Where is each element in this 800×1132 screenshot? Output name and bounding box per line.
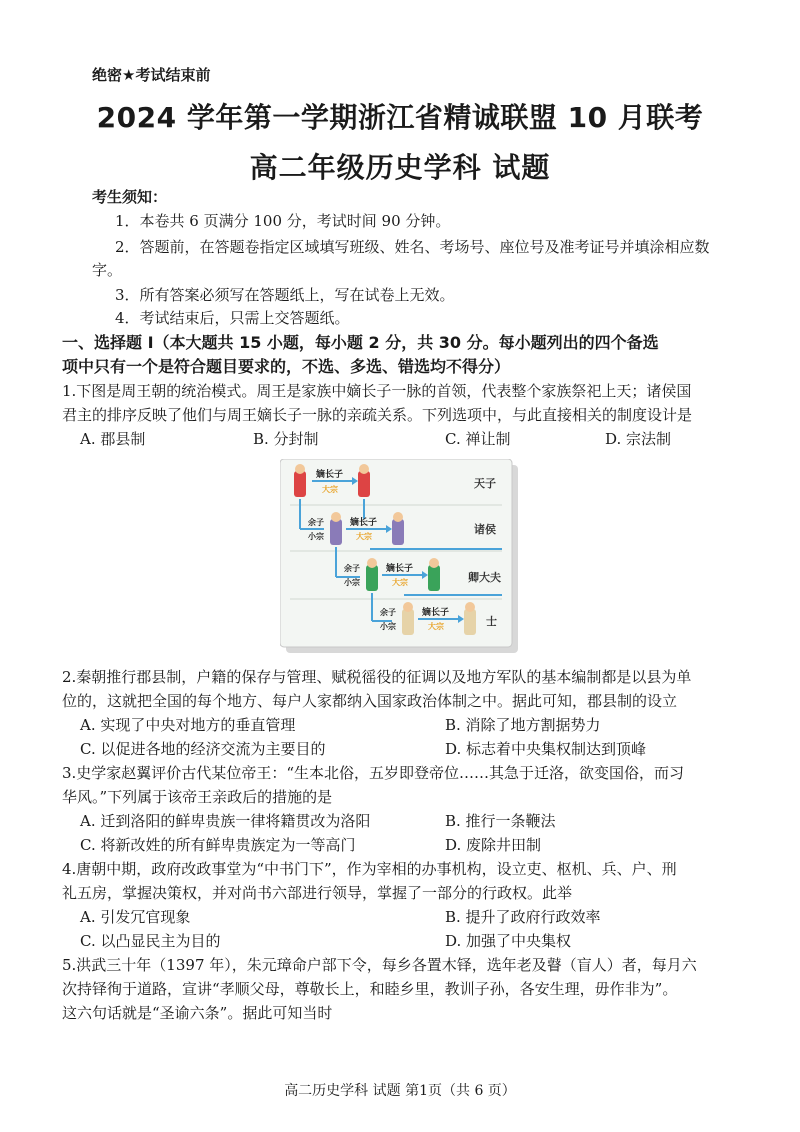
figure-icon xyxy=(464,609,476,635)
figure-head-icon xyxy=(429,558,439,568)
section-heading-line1: 一、选择题 I（本大题共 15 小题，每小题 2 分，共 30 分。每小题列出的四个备选 xyxy=(62,333,659,352)
q3-option-a: A. 迁到洛阳的鲜卑贵族一律将籍贯改为洛阳 xyxy=(80,812,371,830)
figure-head-icon xyxy=(295,464,305,474)
q3-stem-line2: 华风。”下列属于该帝王亲政后的措施的是 xyxy=(62,788,333,806)
q2-option-b: B. 消除了地方割据势力 xyxy=(445,716,601,734)
lineage-svg xyxy=(280,459,520,655)
figure-head-icon xyxy=(393,512,403,522)
q4-option-c: C. 以凸显民主为目的 xyxy=(80,932,221,950)
label-dazong: 大宗 xyxy=(356,532,372,541)
figure-icon xyxy=(402,609,414,635)
confidential-mark: 绝密★考试结束前 xyxy=(92,66,211,84)
label-eldest: 嫡长子 xyxy=(350,518,378,528)
q5-stem-line2: 次持铎徇于道路，宣讲“孝顺父母，尊敬长上，和睦乡里，教训子孙，各安生理，毋作非为”。 xyxy=(62,980,678,998)
label-dazong: 大宗 xyxy=(428,622,444,631)
label-yuzi: 余子 xyxy=(344,564,360,573)
q3-stem-line1: 3.史学家赵翼评价古代某位帝王：“生本北俗，五岁即登帝位……其急于迁洛，欲变国俗，而习 xyxy=(62,764,684,782)
label-yuzi: 余子 xyxy=(308,518,324,527)
notice-item-1: 1．本卷共 6 页满分 100 分，考试时间 90 分钟。 xyxy=(115,212,451,230)
label-eldest: 嫡长子 xyxy=(386,564,414,574)
q4-stem-line2: 礼五房，掌握决策权，并对尚书六部进行领导，掌握了一部分的行政权。此举 xyxy=(62,884,573,902)
label-dazong: 大宗 xyxy=(322,485,338,494)
figure-icon xyxy=(294,471,306,497)
figure-head-icon xyxy=(367,558,377,568)
q1-option-c: C. 禅让制 xyxy=(445,430,511,448)
q4-option-a: A. 引发冗官现象 xyxy=(80,908,191,926)
figure-icon xyxy=(366,565,378,591)
notice-item-4: 4．考试结束后，只需上交答题纸。 xyxy=(115,309,350,327)
label-eldest: 嫡长子 xyxy=(316,470,344,480)
figure-head-icon xyxy=(465,602,475,612)
q2-option-c: C. 以促进各地的经济交流为主要目的 xyxy=(80,740,326,758)
figure-head-icon xyxy=(359,464,369,474)
notice-item-2-cont: 字。 xyxy=(92,261,123,279)
label-xiaozong: 小宗 xyxy=(344,578,360,587)
q3-option-b: B. 推行一条鞭法 xyxy=(445,812,556,830)
level-qingdafu: 卿大夫 xyxy=(468,571,501,584)
figure-head-icon xyxy=(331,512,341,522)
q1-stem-line2: 君主的排序反映了他们与周王嫡长子一脉的亲疏关系。下列选项中，与此直接相关的制度设计是 xyxy=(62,406,693,424)
q1-option-d: D. 宗法制 xyxy=(605,430,672,448)
q2-option-a: A. 实现了中央对地方的垂直管理 xyxy=(80,716,296,734)
level-tianzi: 天子 xyxy=(474,477,496,490)
figure-icon xyxy=(392,519,404,545)
q4-option-d: D. 加强了中央集权 xyxy=(445,932,572,950)
notice-item-3: 3．所有答案必须写在答题纸上，写在试卷上无效。 xyxy=(115,286,455,304)
q4-option-b: B. 提升了政府行政效率 xyxy=(445,908,601,926)
label-xiaozong: 小宗 xyxy=(380,622,396,631)
label-eldest: 嫡长子 xyxy=(422,608,450,618)
label-dazong: 大宗 xyxy=(392,578,408,587)
q5-stem-line1: 5.洪武三十年（1397 年），朱元璋命户部下令，每乡各置木铎，选年老及瞽（盲人）者，每月六 xyxy=(62,956,697,974)
label-xiaozong: 小宗 xyxy=(308,532,324,541)
notice-item-2: 2．答题前，在答题卷指定区域填写班级、姓名、考场号、座位号及准考证号并填涂相应数 xyxy=(115,238,710,256)
figure-icon xyxy=(358,471,370,497)
figure-head-icon xyxy=(403,602,413,612)
q5-stem-line3: 这六句话就是“圣谕六条”。据此可知当时 xyxy=(62,1004,333,1022)
q1-stem-line1: 1.下图是周王朝的统治模式。周王是家族中嫡长子一脉的首领，代表整个家族祭祀上天；诸侯国 xyxy=(62,382,692,400)
zhou-lineage-diagram xyxy=(280,459,520,655)
figure-icon xyxy=(330,519,342,545)
q1-option-a: A. 郡县制 xyxy=(80,430,146,448)
q2-option-d: D. 标志着中央集权制达到顶峰 xyxy=(445,740,647,758)
exam-title: 2024 学年第一学期浙江省精诚联盟 10 月联考 xyxy=(96,101,704,134)
q3-option-d: D. 废除井田制 xyxy=(445,836,542,854)
page-footer: 高二历史学科 试题 第1页（共 6 页） xyxy=(284,1083,516,1099)
figure-icon xyxy=(428,565,440,591)
q3-option-c: C. 将新改姓的所有鲜卑贵族定为一等高门 xyxy=(80,836,356,854)
notice-heading: 考生须知： xyxy=(92,188,168,206)
section-heading-line2: 项中只有一个是符合题目要求的，不选、多选、错选均不得分） xyxy=(62,357,511,376)
q4-stem-line1: 4.唐朝中期，政府改政事堂为“中书门下”，作为宰相的办事机构，设立吏、枢机、兵、户、刑 xyxy=(62,860,677,878)
label-yuzi: 余子 xyxy=(380,608,396,617)
exam-subtitle: 高二年级历史学科 试题 xyxy=(249,151,551,184)
q1-option-b: B. 分封制 xyxy=(253,430,319,448)
level-shi: 士 xyxy=(486,615,497,628)
level-zhuhou: 诸侯 xyxy=(474,523,496,536)
q2-stem-line2: 位的，这就把全国的每个地方、每户人家都纳入国家政治体制之中。据此可知，郡县制的设立 xyxy=(62,692,678,710)
q2-stem-line1: 2.秦朝推行郡县制，户籍的保存与管理、赋税徭役的征调以及地方军队的基本编制都是以县为单 xyxy=(62,668,692,686)
